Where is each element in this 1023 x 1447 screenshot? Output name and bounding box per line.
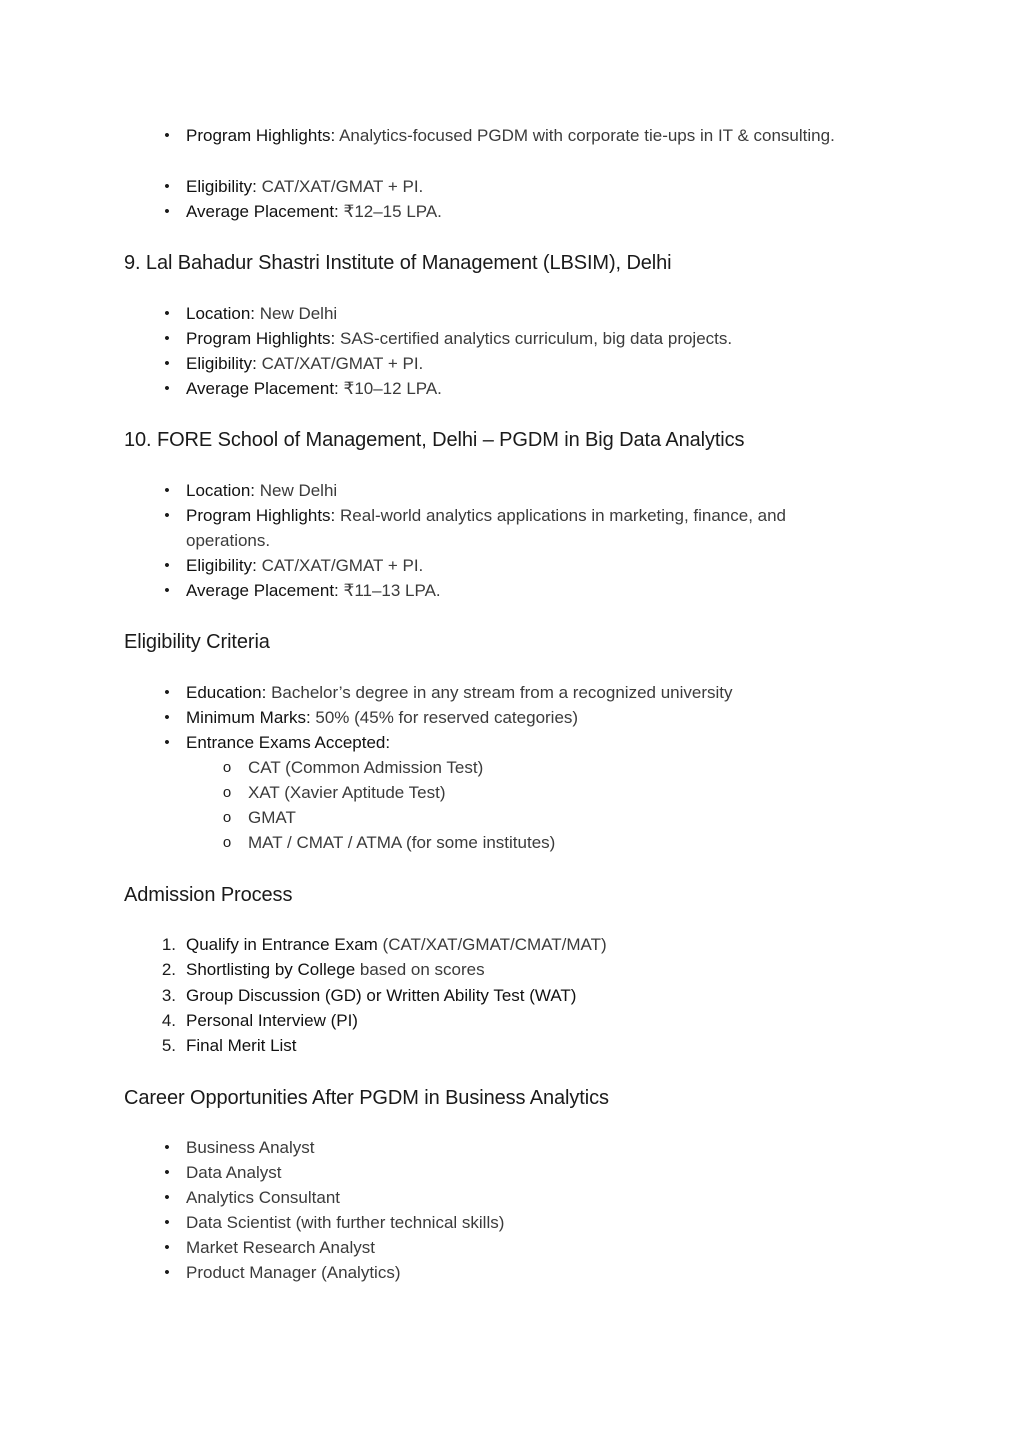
numbered-list-item (161, 957, 866, 982)
bullet-icon: • (164, 507, 170, 524)
item-label: Program Highlights: (186, 126, 336, 145)
list-item (164, 199, 866, 224)
sub-list-item (222, 830, 928, 855)
item-value: ₹12–15 LPA. (338, 202, 442, 221)
item-value: ₹11–13 LPA. (338, 581, 441, 600)
list-item (164, 1260, 866, 1285)
item-value: 50% (45% for reserved categories) (310, 708, 579, 727)
item-label: Eligibility: (186, 354, 257, 373)
item-label: Eligibility: (186, 556, 257, 575)
bullet-icon: • (164, 582, 170, 599)
bullet-icon: • (164, 178, 170, 195)
item-value: CAT/XAT/GMAT + PI. (256, 556, 424, 575)
item-label: Minimum Marks: (186, 708, 311, 727)
career-name: Analytics Consultant (186, 1188, 341, 1207)
item-value: Bachelor’s degree in any stream from a recognized university (266, 683, 733, 702)
circle-bullet-icon: o (222, 809, 232, 826)
list-item (164, 1185, 866, 1210)
step-label: Qualify in Entrance Exam (186, 935, 378, 954)
bullet-icon: • (164, 203, 170, 220)
list-item (164, 1235, 866, 1260)
numbered-list-item (161, 1008, 866, 1033)
item-label: Location: (186, 304, 255, 323)
section-heading-eligibility: Eligibility Criteria (124, 631, 270, 653)
bullet-icon: • (164, 684, 170, 701)
step-value: based on scores (355, 960, 485, 979)
section-heading-admission: Admission Process (124, 884, 293, 906)
numbered-list-item (161, 932, 866, 957)
item-label: Average Placement: (186, 581, 339, 600)
list-item (164, 174, 866, 199)
career-name: Data Scientist (with further technical skills) (186, 1213, 505, 1232)
career-name: Product Manager (Analytics) (186, 1263, 401, 1282)
step-number: 1. (161, 935, 176, 954)
item-value: Analytics-focused PGDM with corporate tie-ups in IT & consulting. (335, 126, 835, 145)
exam-name: GMAT (248, 808, 296, 827)
list-item (164, 553, 866, 578)
sub-list-item (222, 805, 928, 830)
career-name: Market Research Analyst (186, 1238, 375, 1257)
item-label: Average Placement: (186, 202, 339, 221)
list-item (164, 1210, 866, 1235)
bullet-icon: • (164, 305, 170, 322)
item-value: SAS-certified analytics curriculum, big data projects. (335, 329, 733, 348)
step-label: Shortlisting by College (186, 960, 356, 979)
item-label: Location: (186, 481, 255, 500)
bullet-icon: • (164, 1264, 170, 1281)
list-item (164, 351, 866, 376)
bullet-icon: • (164, 1214, 170, 1231)
list-item (164, 1135, 866, 1160)
list-item (164, 503, 866, 553)
item-label: Eligibility: (186, 177, 257, 196)
circle-bullet-icon: o (222, 759, 232, 776)
sub-list-item (222, 780, 928, 805)
list-item (164, 680, 866, 705)
item-value: CAT/XAT/GMAT + PI. (256, 177, 424, 196)
numbered-list-item (161, 1033, 866, 1058)
bullet-icon: • (164, 355, 170, 372)
bullet-icon: • (164, 557, 170, 574)
step-number: 5. (161, 1036, 176, 1055)
item-value: New Delhi (255, 481, 338, 500)
step-label: Group Discussion (GD) or Written Ability Test (WAT) (186, 986, 577, 1005)
list-item (164, 478, 866, 503)
item-label: Program Highlights: (186, 329, 336, 348)
section-heading-lbsim: 9. Lal Bahadur Shastri Institute of Management (LBSIM), Delhi (124, 252, 672, 274)
bullet-icon: • (164, 127, 170, 144)
career-name: Business Analyst (186, 1138, 315, 1157)
bullet-icon: • (164, 1139, 170, 1156)
step-number: 4. (161, 1011, 176, 1030)
item-value: ₹10–12 LPA. (338, 379, 442, 398)
career-name: Data Analyst (186, 1163, 282, 1182)
exam-name: CAT (Common Admission Test) (248, 758, 484, 777)
item-label: Education: (186, 683, 267, 702)
section-heading-careers: Career Opportunities After PGDM in Business Analytics (124, 1087, 609, 1109)
bullet-icon: • (164, 1239, 170, 1256)
list-item (164, 578, 866, 603)
item-label: Program Highlights: (186, 506, 336, 525)
exam-name: MAT / CMAT / ATMA (for some institutes) (248, 833, 556, 852)
step-value: (CAT/XAT/GMAT/CMAT/MAT) (377, 935, 607, 954)
item-value: New Delhi (255, 304, 338, 323)
step-label: Personal Interview (PI) (186, 1011, 358, 1030)
bullet-icon: • (164, 1189, 170, 1206)
section-heading-fore: 10. FORE School of Management, Delhi – PGDM in Big Data Analytics (124, 429, 745, 451)
bullet-icon: • (164, 482, 170, 499)
step-number: 3. (161, 986, 176, 1005)
bullet-icon: • (164, 380, 170, 397)
circle-bullet-icon: o (222, 784, 232, 801)
bullet-icon: • (164, 709, 170, 726)
list-item (164, 301, 866, 326)
exam-name: XAT (Xavier Aptitude Test) (248, 783, 446, 802)
step-number: 2. (161, 960, 176, 979)
list-item (164, 705, 866, 730)
item-value: Real-world analytics applications in marketing, finance, and operations. (186, 506, 787, 550)
list-item (164, 730, 866, 755)
circle-bullet-icon: o (222, 834, 232, 851)
item-label: Average Placement: (186, 379, 339, 398)
list-item (164, 376, 866, 401)
item-value: CAT/XAT/GMAT + PI. (256, 354, 424, 373)
bullet-icon: • (164, 734, 170, 751)
list-item (164, 123, 866, 148)
list-item (164, 1160, 866, 1185)
list-item (164, 326, 866, 351)
item-label: Entrance Exams Accepted: (186, 733, 391, 752)
numbered-list-item (161, 983, 866, 1008)
bullet-icon: • (164, 1164, 170, 1181)
bullet-icon: • (164, 330, 170, 347)
sub-list-item (222, 755, 928, 780)
step-label: Final Merit List (186, 1036, 297, 1055)
